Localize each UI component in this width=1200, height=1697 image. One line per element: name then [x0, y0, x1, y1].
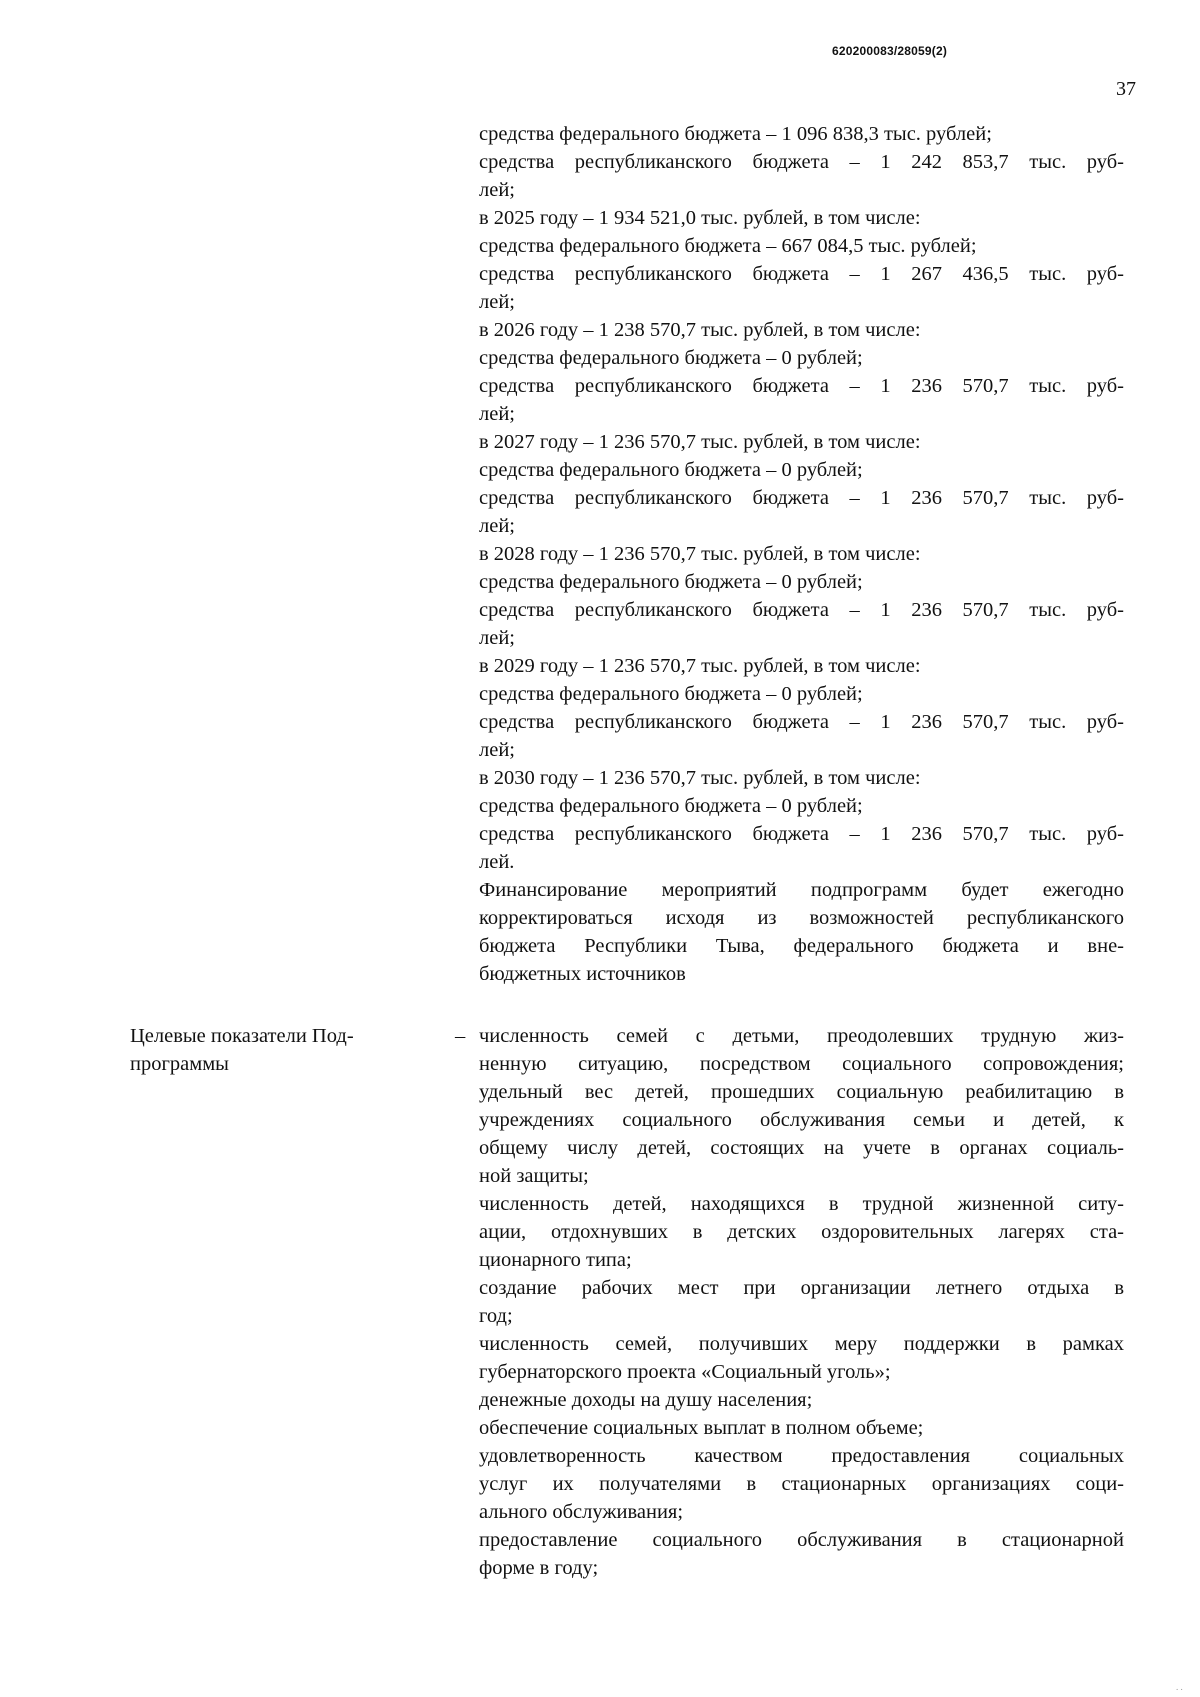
funding-line: лей; [479, 739, 515, 761]
page-number: 37 [1116, 78, 1136, 100]
indicator-line: создание рабочих мест при организации летнего отдыха в [479, 1277, 1124, 1299]
scan-mark: . . [1176, 1682, 1183, 1692]
funding-line: средства республиканского бюджета – 1 267 436,5 тыс. руб- [479, 263, 1124, 285]
indicator-line: услуг их получателями в стационарных организациях соци- [479, 1473, 1124, 1495]
funding-line: средства федерального бюджета – 0 рублей; [479, 347, 863, 369]
funding-line: средства федерального бюджета – 0 рублей; [479, 683, 863, 705]
funding-text-block [479, 120, 1124, 988]
indicators-label-line: Целевые показатели Под- [130, 1025, 354, 1047]
indicator-line: ционарного типа; [479, 1249, 632, 1271]
indicator-line: год; [479, 1305, 513, 1327]
indicator-line: предоставление социального обслуживания в стационарной [479, 1529, 1124, 1551]
indicator-line: численность семей, получивших меру поддержки в рамках [479, 1333, 1124, 1355]
indicators-dash: – [455, 1025, 466, 1047]
funding-line: средства республиканского бюджета – 1 236 570,7 тыс. руб- [479, 711, 1124, 733]
funding-line: средства федерального бюджета – 1 096 838,3 тыс. рублей; [479, 123, 992, 145]
funding-line: лей; [479, 515, 515, 537]
indicator-line: денежные доходы на душу населения; [479, 1389, 813, 1411]
funding-line: средства республиканского бюджета – 1 242 853,7 тыс. руб- [479, 151, 1124, 173]
funding-line: в 2029 году – 1 236 570,7 тыс. рублей, в том числе: [479, 655, 921, 677]
funding-line: в 2030 году – 1 236 570,7 тыс. рублей, в том числе: [479, 767, 921, 789]
funding-line: лей; [479, 627, 515, 649]
funding-line: средства федерального бюджета – 0 рублей; [479, 795, 863, 817]
indicator-line: ального обслуживания; [479, 1501, 684, 1523]
funding-line: в 2028 году – 1 236 570,7 тыс. рублей, в том числе: [479, 543, 921, 565]
indicator-line: обеспечение социальных выплат в полном объеме; [479, 1417, 924, 1439]
document-id: 620200083/28059(2) [832, 44, 948, 58]
funding-line: средства республиканского бюджета – 1 236 570,7 тыс. руб- [479, 823, 1124, 845]
indicators-label [130, 1022, 410, 1078]
funding-line: лей. [479, 851, 515, 873]
funding-line: в 2025 году – 1 934 521,0 тыс. рублей, в том числе: [479, 207, 921, 229]
funding-line: средства республиканского бюджета – 1 236 570,7 тыс. руб- [479, 375, 1124, 397]
funding-line: Финансирование мероприятий подпрограмм будет ежегодно [479, 879, 1124, 901]
indicator-line: численность семей с детьми, преодолевших трудную жиз- [479, 1025, 1124, 1047]
funding-line: средства федерального бюджета – 667 084,5 тыс. рублей; [479, 235, 977, 257]
indicators-text-block [479, 1022, 1124, 1582]
funding-line: средства федерального бюджета – 0 рублей; [479, 459, 863, 481]
funding-line: в 2027 году – 1 236 570,7 тыс. рублей, в том числе: [479, 431, 921, 453]
indicator-line: удельный вес детей, прошедших социальную реабилитацию в [479, 1081, 1124, 1103]
funding-line: средства республиканского бюджета – 1 236 570,7 тыс. руб- [479, 599, 1124, 621]
indicator-line: учреждениях социального обслуживания семьи и детей, к [479, 1109, 1124, 1131]
funding-line: корректироваться исходя из возможностей республиканского [479, 907, 1124, 929]
funding-line: лей; [479, 403, 515, 425]
funding-line: средства федерального бюджета – 0 рублей; [479, 571, 863, 593]
funding-line: бюджета Республики Тыва, федерального бюджета и вне- [479, 935, 1124, 957]
indicator-line: ации, отдохнувших в детских оздоровительных лагерях ста- [479, 1221, 1124, 1243]
funding-line: в 2026 году – 1 238 570,7 тыс. рублей, в том числе: [479, 319, 921, 341]
indicators-label-line: программы [130, 1053, 229, 1075]
indicator-line: ной защиты; [479, 1165, 589, 1187]
indicator-line: удовлетворенность качеством предоставления социальных [479, 1445, 1124, 1467]
indicator-line: общему числу детей, состоящих на учете в органах социаль- [479, 1137, 1124, 1159]
indicator-line: форме в году; [479, 1557, 599, 1579]
funding-line: бюджетных источников [479, 963, 686, 985]
funding-line: средства республиканского бюджета – 1 236 570,7 тыс. руб- [479, 487, 1124, 509]
indicator-line: губернаторского проекта «Социальный уголь»; [479, 1361, 891, 1383]
indicator-line: численность детей, находящихся в трудной жизненной ситу- [479, 1193, 1124, 1215]
indicator-line: ненную ситуацию, посредством социального сопровождения; [479, 1053, 1124, 1075]
funding-line: лей; [479, 291, 515, 313]
funding-line: лей; [479, 179, 515, 201]
